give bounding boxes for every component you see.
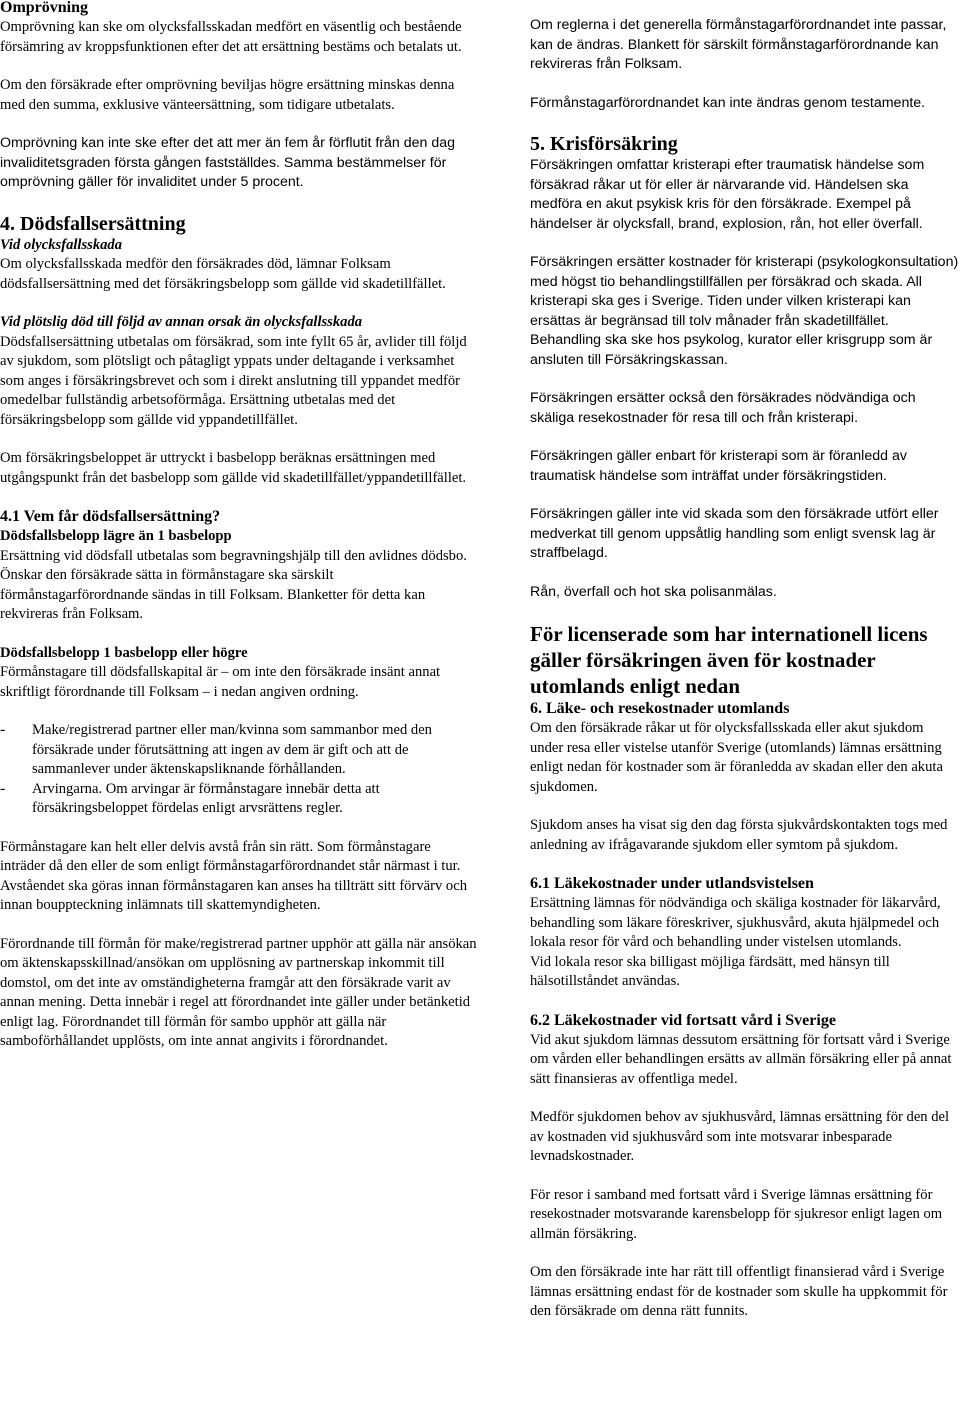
paragraph: Ersättning lämnas för nödvändiga och skäliga kostnader för läkarvård, behandling som läkare föreskriver, sjukhusvård, akuta hjälpmedel och lokala resor för vård och behandling under vistelsen utomlands.	[530, 895, 941, 950]
subheading: Vid olycksfallsskada	[0, 236, 123, 253]
paragraph: Förordnande till förmån för make/registrerad partner upphör att gälla när ansökan om äktenskapsskillnad/ansökan om upplösning av partnerskap inkommit till domstol, om det inte av omständigheterna framgår att den försäkrade varit av annan mening. Detta innebär i regel att förordnandet inte gäller under betänketid enligt lag. Förordnandet till förmån för sambo upphör att gälla när samboförhållandet upplösts, om inte annat angivits i förordnandet.	[0, 935, 477, 1049]
paragraph: Dödsfallsersättning utbetalas om försäkrad, som inte fyllt 65 år, avlider till följd av sjukdom, som plötsligt och påtagligt yppats under deltagande i verksamhet som anges i försäkringsbrevet och som i direkt anslutning till yppandet medför omedelbar fullständig arbetsoförmåga. Ersättning utbetalas med det försäkringsbelopp som gällde vid yppandetillfället.	[0, 333, 467, 428]
section-title: 6.2 Läkekostnader vid fortsatt vård i Sverige	[530, 1011, 836, 1029]
list-item-text: Arvingarna. Om arvingar är förmånstagare innebär detta att försäkringsbeloppet fördelas enligt arvsrättens regler.	[32, 780, 380, 816]
section-title: 4.1 Vem får dödsfallsersättning?	[0, 508, 221, 525]
section-title: 5. Krisförsäkring	[530, 133, 678, 155]
paragraph: Sjukdom anses ha visat sig den dag första sjukvårdskontakten togs med anledning av ifrågavarande sjukdom eller symtom på sjukdom.	[530, 817, 948, 853]
paragraph: Omprövning kan ske om olycksfallsskadan medfört en väsentlig och bestående försämring av kroppsfunktionen efter det att ersättning bestäms och betalats ut.	[0, 19, 462, 55]
paragraph: Försäkringen gäller inte vid skada som den försäkrade utfört eller medverkat till genom uppsåtlig handling som enligt svensk lag är straffbelagd.	[530, 506, 939, 561]
paragraph: Om den försäkrade efter omprövning beviljas högre ersättning minskas denna med den summa, exklusive vänteersättning, som tidigare utbetalats.	[0, 77, 455, 113]
paragraph: Förmånstagare till dödsfallskapital är – om inte den försäkrade insänt annat skriftligt förordnande till Folksam – i nedan angiven ordning.	[0, 664, 441, 700]
section-title: Omprövning	[0, 0, 89, 16]
section-title: 6.1 Läkekostnader under utlandsvistelsen	[530, 875, 814, 892]
paragraph: Vid akut sjukdom lämnas dessutom ersättning för fortsatt vård i Sverige om vården eller behandlingen ersätts av allmän försäkring eller på annat sätt finansieras av offentliga medel.	[530, 1031, 952, 1087]
paragraph: Om reglerna i det generella förmånstagarförordnandet inte passar, kan de ändras. Blankett för särskilt förmånstagarförordnande kan rekvireras från Folksam.	[530, 17, 947, 72]
section-title: 4. Dödsfallsersättning	[0, 212, 186, 235]
list-item	[0, 780, 478, 819]
paragraph: Omprövning kan inte ske efter det att mer än fem år förflutit från den dag invaliditetsgraden första gången fastställdes. Samma bestämmelser för omprövning gäller för invaliditet under 5 procent.	[0, 135, 456, 190]
paragraph: Vid lokala resor ska billigast möjliga färdsätt, med hänsyn till hälsotillståndet användas.	[530, 953, 890, 989]
section-title: 6. Läke- och resekostnader utomlands	[530, 700, 790, 717]
paragraph: Försäkringen gäller enbart för kristerapi som är föranledd av traumatisk händelse som inträffat under försäkringstiden.	[530, 448, 907, 484]
paragraph: Om den försäkrade inte har rätt till offentligt finansierad vård i Sverige lämnas ersättning endast för de kostnader som skulle ha uppkommit för den försäkrade om denna rätt funnits.	[530, 1264, 948, 1319]
subheading: Dödsfallsbelopp lägre än 1 basbelopp	[0, 528, 232, 544]
paragraph: Önskar den försäkrade sätta in förmånstagare ska särskilt förmånstagarförordnande sändas in till Folksam. Blanketter för detta kan rekvireras från Folksam.	[0, 567, 426, 622]
list-item	[0, 721, 478, 780]
paragraph: Förmånstagarförordnandet kan inte ändras genom testamente.	[530, 94, 926, 111]
subheading: Vid plötslig död till följd av annan orsak än olycksfallsskada	[0, 314, 363, 330]
left-column	[0, 0, 478, 1052]
list-dash: -	[0, 721, 6, 738]
paragraph: Försäkringen omfattar kristerapi efter traumatisk händelse som försäkrad råkar ut för eller är närvarande vid. Händelsen ska medföra en akut psykisk kris för den försäkrade. Exempel på händelser är olycksfall, brand, explosion, rån, hot eller överfall.	[530, 157, 925, 232]
list-dash: -	[0, 779, 6, 797]
paragraph: Om försäkringsbeloppet är uttryckt i basbelopp beräknas ersättningen med utgångspunkt från det basbelopp som gällde vid skadetillfället/yppandetillfället.	[0, 450, 467, 486]
section-title: För licenserade som har internationell licens gäller försäkringen även för kostnader utomlands enligt nedan	[530, 622, 928, 698]
paragraph: Försäkringen ersätter också den försäkrades nödvändiga och skäliga resekostnader för resa till och från kristerapi.	[530, 390, 916, 426]
paragraph: Om olycksfallsskada medför den försäkrades död, lämnar Folksam dödsfallsersättning med det försäkringsbelopp som gällde vid skadetillfället.	[0, 256, 446, 292]
paragraph: Rån, överfall och hot ska polisanmälas.	[530, 583, 777, 600]
paragraph: Ersättning vid dödsfall utbetalas som begravningshjälp till den avlidnes dödsbo.	[0, 547, 467, 564]
right-column	[530, 0, 960, 1322]
paragraph: Om den försäkrade råkar ut för olycksfallsskada eller akut sjukdom under resa eller vistelse utanför Sverige (utomlands) lämnas ersättning enligt nedan för kostnader som är föranledda av skadan eller den akuta sjukdomen.	[530, 720, 943, 795]
paragraph: Försäkringen ersätter kostnader för kristerapi (psykologkonsultation) med högst tio behandlingstillfällen per försäkrad och skada. All kristerapi ska ges i Sverige. Tiden under vilken kristerapi kan ersättas är begränsad till tolv månader från skadetillfället. Behandling ska ske hos psykolog, kurator eller krisgrupp som är ansluten till Försäkringskassan.	[530, 254, 959, 368]
paragraph: För resor i samband med fortsatt vård i Sverige lämnas ersättning för resekostnader motsvarande karensbelopp för sjukresor enligt lagen om allmän försäkring.	[530, 1186, 943, 1242]
paragraph: Förmånstagare kan helt eller delvis avstå från sin rätt. Som förmånstagare inträder då den eller de som enligt förmånstagarförordnandet står närmast i tur. Avståendet ska göras innan förmånstagaren kan anses ha tillträtt sitt förvärv och innan bouppteckning inlämnats till skattemyndigheten.	[0, 838, 467, 913]
paragraph: Medför sjukdomen behov av sjukhusvård, lämnas ersättning för den del av kostnaden vid sjukhusvård som inte motsvarar inbesparade levnadskostnader.	[530, 1109, 950, 1164]
subheading: Dödsfallsbelopp 1 basbelopp eller högre	[0, 644, 248, 661]
list-item-text: Make/registrerad partner eller man/kvinna som sammanbor med den försäkrade under förutsättning att ingen av dem är gift och att de sammanlever under äktenskapsliknande förhållanden.	[32, 722, 432, 777]
